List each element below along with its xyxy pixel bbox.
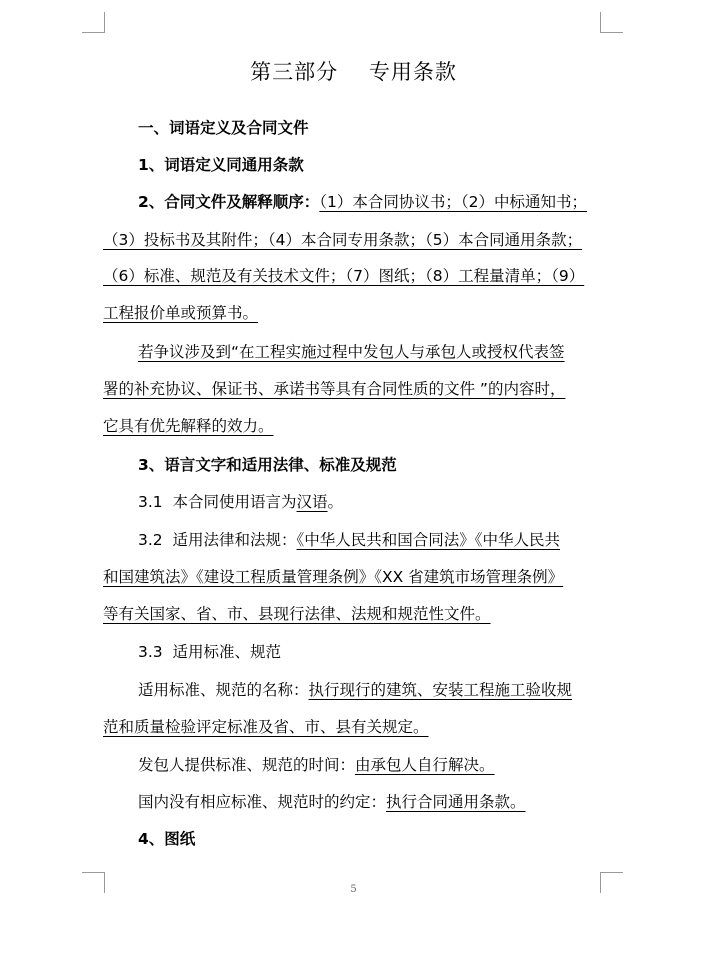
standards-name-prefix: 适用标准、规范的名称： — [138, 681, 309, 699]
clause-3-2-line-1 — [138, 530, 560, 550]
no-domestic-standard-text: 执行合同通用条款。 — [386, 793, 526, 811]
standards-time-line — [138, 755, 495, 775]
standards-name-line-1 — [138, 680, 572, 700]
interpretation-order-text: （1）本合同协议书；（2）中标通知书； — [319, 193, 588, 211]
heading-definitions-and-documents: 一、词语定义及合同文件 — [138, 119, 309, 137]
standards-time-prefix: 发包人提供标准、规范的时间： — [138, 756, 356, 774]
crop-mark-top-right — [600, 12, 623, 33]
interpretation-order-label: 2、合同文件及解释顺序： — [138, 193, 320, 211]
interpretation-order-line-4: 工程报价单或预算书。 — [103, 304, 259, 322]
contract-language-value: 汉语 — [296, 493, 328, 511]
clause-3-3: 3.3 适用标准、规范 — [138, 643, 282, 661]
standards-name-text-1: 执行现行的建筑、安装工程施工验收规 — [308, 681, 573, 699]
no-domestic-standard-line — [138, 792, 526, 812]
applicable-laws-text-2: 和国建筑法》《建设工程质量管理条例》《XX 省建筑市场管理条例》 — [103, 568, 564, 586]
applicable-laws-text-1: 《中华人民共和国合同法》《中华人民共 — [296, 531, 561, 549]
page-number: 5 — [350, 884, 357, 895]
interpretation-order-line-2: （3）投标书及其附件；（4）本合同专用条款；（5）本合同通用条款； — [103, 231, 583, 249]
crop-mark-top-left — [82, 12, 105, 33]
dispute-clause-line-1: 若争议涉及到“在工程实施过程中发包人与承包人或授权代表签 — [138, 343, 565, 361]
clause-3-1 — [138, 492, 343, 512]
interpretation-order-line-1 — [138, 192, 587, 212]
clause-3-1-prefix: 3.1 本合同使用语言为 — [138, 493, 297, 511]
standards-time-text: 由承包人自行解决。 — [355, 756, 495, 774]
interpretation-order-line-3: （6）标准、规范及有关技术文件；（7）图纸；（8）工程量清单；（9） — [103, 267, 585, 285]
dispute-clause-line-2: 署的补充协议、保证书、承诺书等具有合同性质的文件 ”的内容时， — [103, 380, 566, 398]
clause-3-1-suffix: 。 — [327, 493, 344, 511]
applicable-laws-text-3: 等有关国家、省、市、县现行法律、法规和规范性文件。 — [103, 605, 491, 623]
heading-language-and-law: 3、语言文字和适用法律、标准及规范 — [138, 456, 397, 474]
heading-drawings: 4、图纸 — [138, 830, 196, 848]
clause-3-2-prefix: 3.2 适用法律和法规： — [138, 531, 297, 549]
no-domestic-standard-prefix: 国内没有相应标准、规范时的约定： — [138, 793, 387, 811]
standards-name-text-2: 范和质量检验评定标准及省、市、县有关规定。 — [103, 718, 429, 736]
heading-word-definitions: 1、词语定义同通用条款 — [138, 156, 304, 174]
dispute-clause-line-3: 它具有优先解释的效力。 — [103, 417, 274, 435]
page-title: 第三部分 专用条款 — [250, 60, 457, 84]
